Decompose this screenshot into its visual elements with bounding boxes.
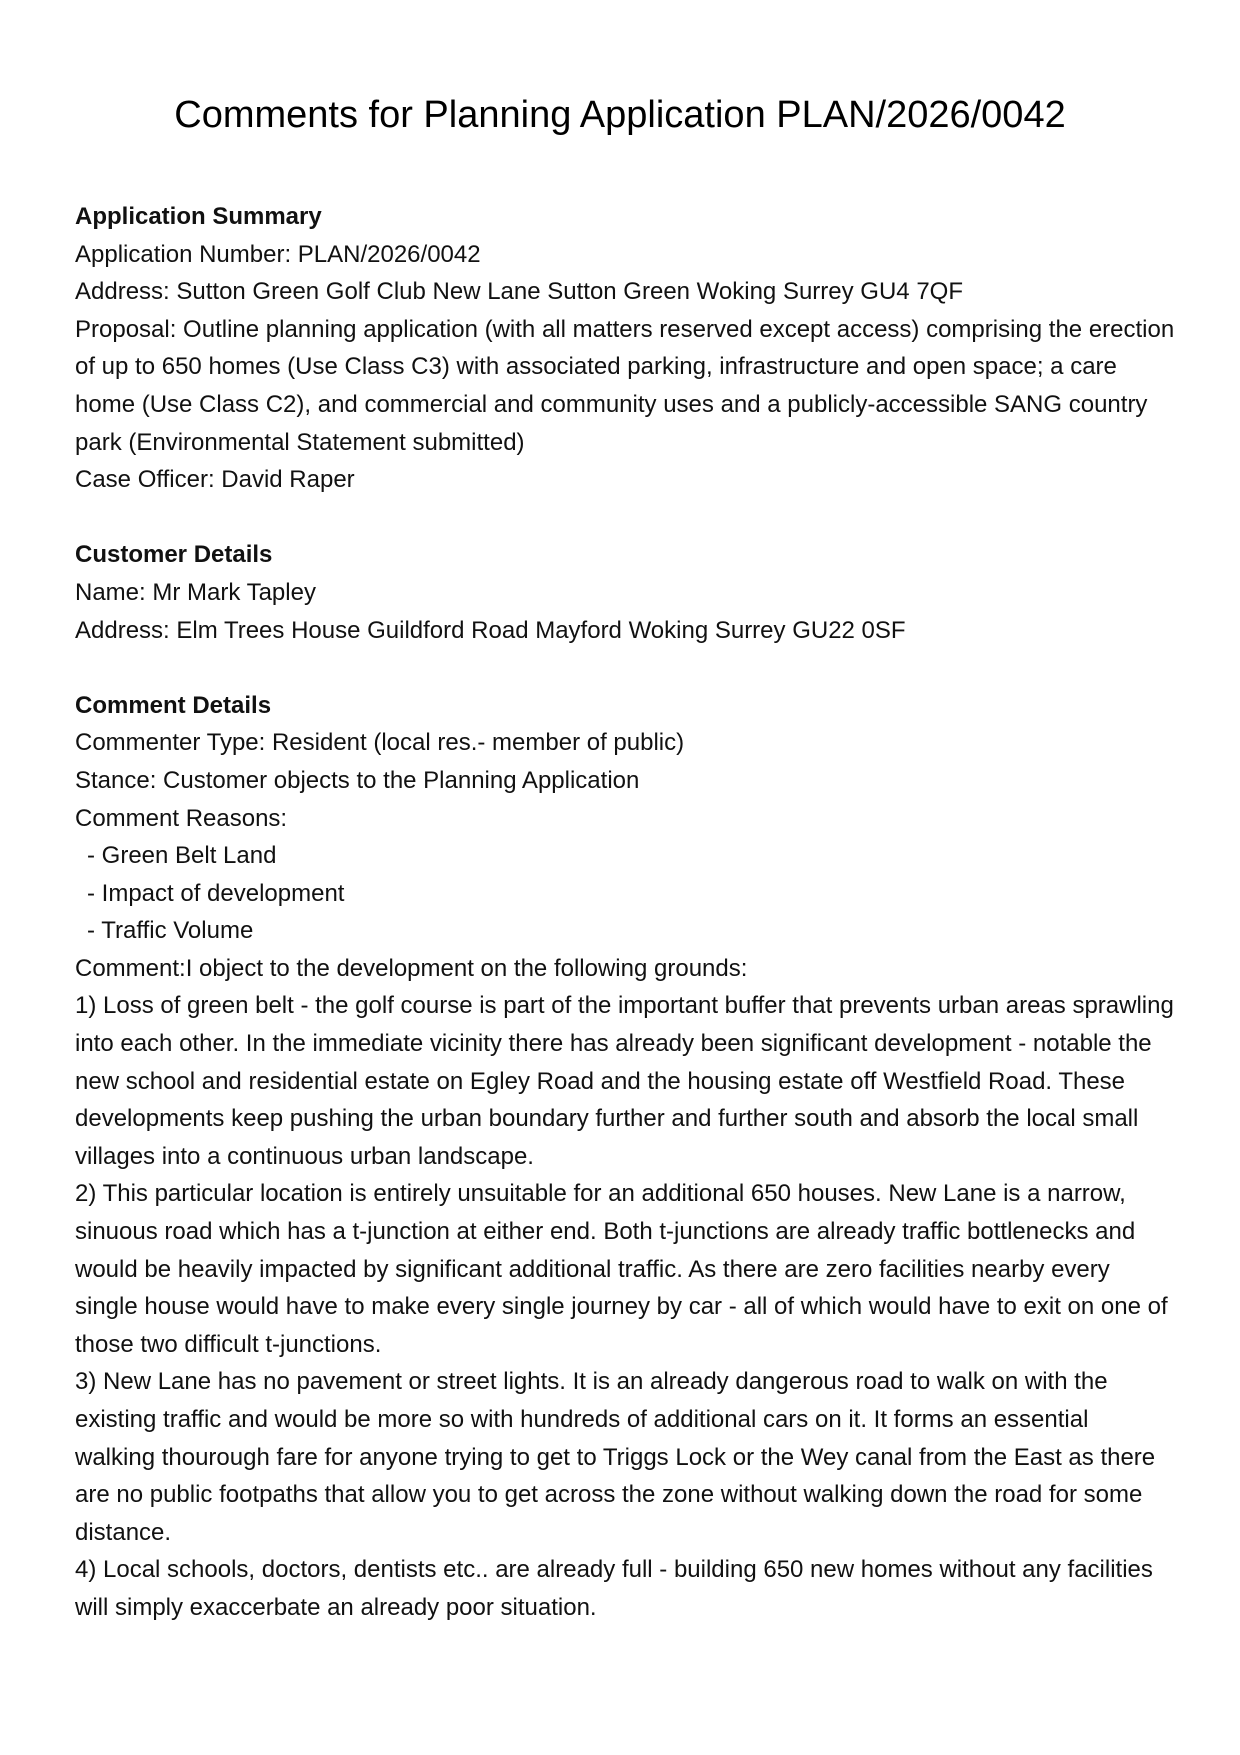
application-summary-heading: Application Summary xyxy=(75,203,322,230)
case-officer: Case Officer: David Raper xyxy=(75,466,355,494)
document-body xyxy=(75,198,1175,1664)
comment-point: 1) Loss of green belt - the golf course is part of the important buffer that prevents urban areas sprawling into each other. In the immediate vicinity there has already been significant development - notable the new school and residential estate on Egley Road and the housing estate off Westfield Road. These developments keep pushing the urban boundary further and further south and absorb the local small villages into a continuous urban landscape. xyxy=(75,992,1174,1170)
comment-reason-item: - Impact of development xyxy=(87,879,345,907)
comment-point: 3) New Lane has no pavement or street lights. It is an already dangerous road to walk on with the existing traffic and would be more so with hundreds of additional cars on it. It forms an essential walking thourough fare for anyone trying to get to Triggs Lock or the Wey canal from the East as there are no public footpaths that allow you to get across the zone without walking down the road for some distance. xyxy=(75,1368,1156,1546)
comment-point: 4) Local schools, doctors, dentists etc.. are already full - building 650 new homes without any facilities will simply exaccerbate an already poor situation. xyxy=(75,1556,1153,1621)
application-number: Application Number: PLAN/2026/0042 xyxy=(75,240,481,268)
application-proposal: Proposal: Outline planning application (with all matters reserved except access) comprising the erection of up to 650 homes (Use Class C3) with associated parking, infrastructure and open space; a care home (Use Class C2), and commercial and community uses and a publicly-accessible SANG country park (Environmental Statement submitted) xyxy=(75,315,1175,456)
customer-name: Name: Mr Mark Tapley xyxy=(75,578,316,606)
comment-details-section xyxy=(75,687,1175,1627)
comment-reasons-label: Comment Reasons: xyxy=(75,804,288,832)
comment-point: 2) This particular location is entirely unsuitable for an additional 650 houses. New Lane is a narrow, sinuous road which has a t-junction at either end. Both t-junctions are already traffic bottlenecks and would be heavily impacted by significant additional traffic. As there are zero facilities nearby every single house would have to make every single journey by car - all of which would have to exit on one of those two difficult t-junctions. xyxy=(75,1180,1168,1358)
customer-details-heading: Customer Details xyxy=(75,541,273,569)
customer-details-section xyxy=(75,536,1175,649)
application-summary-section xyxy=(75,198,1175,499)
commenter-type: Commenter Type: Resident (local res.- member of public) xyxy=(75,729,685,757)
comment-details-heading: Comment Details xyxy=(75,691,272,719)
comment-reason-item: - Green Belt Land xyxy=(87,842,277,870)
comment-reason-item: - Traffic Volume xyxy=(87,917,254,945)
stance: Stance: Customer objects to the Planning Application xyxy=(75,766,640,794)
page-title: Comments for Planning Application PLAN/2026/0042 xyxy=(174,94,1066,136)
application-address: Address: Sutton Green Golf Club New Lane Sutton Green Woking Surrey GU4 7QF xyxy=(75,278,963,306)
customer-address: Address: Elm Trees House Guildford Road Mayford Woking Surrey GU22 0SF xyxy=(75,616,906,644)
comment-intro: Comment:I object to the development on the following grounds: xyxy=(75,954,748,982)
